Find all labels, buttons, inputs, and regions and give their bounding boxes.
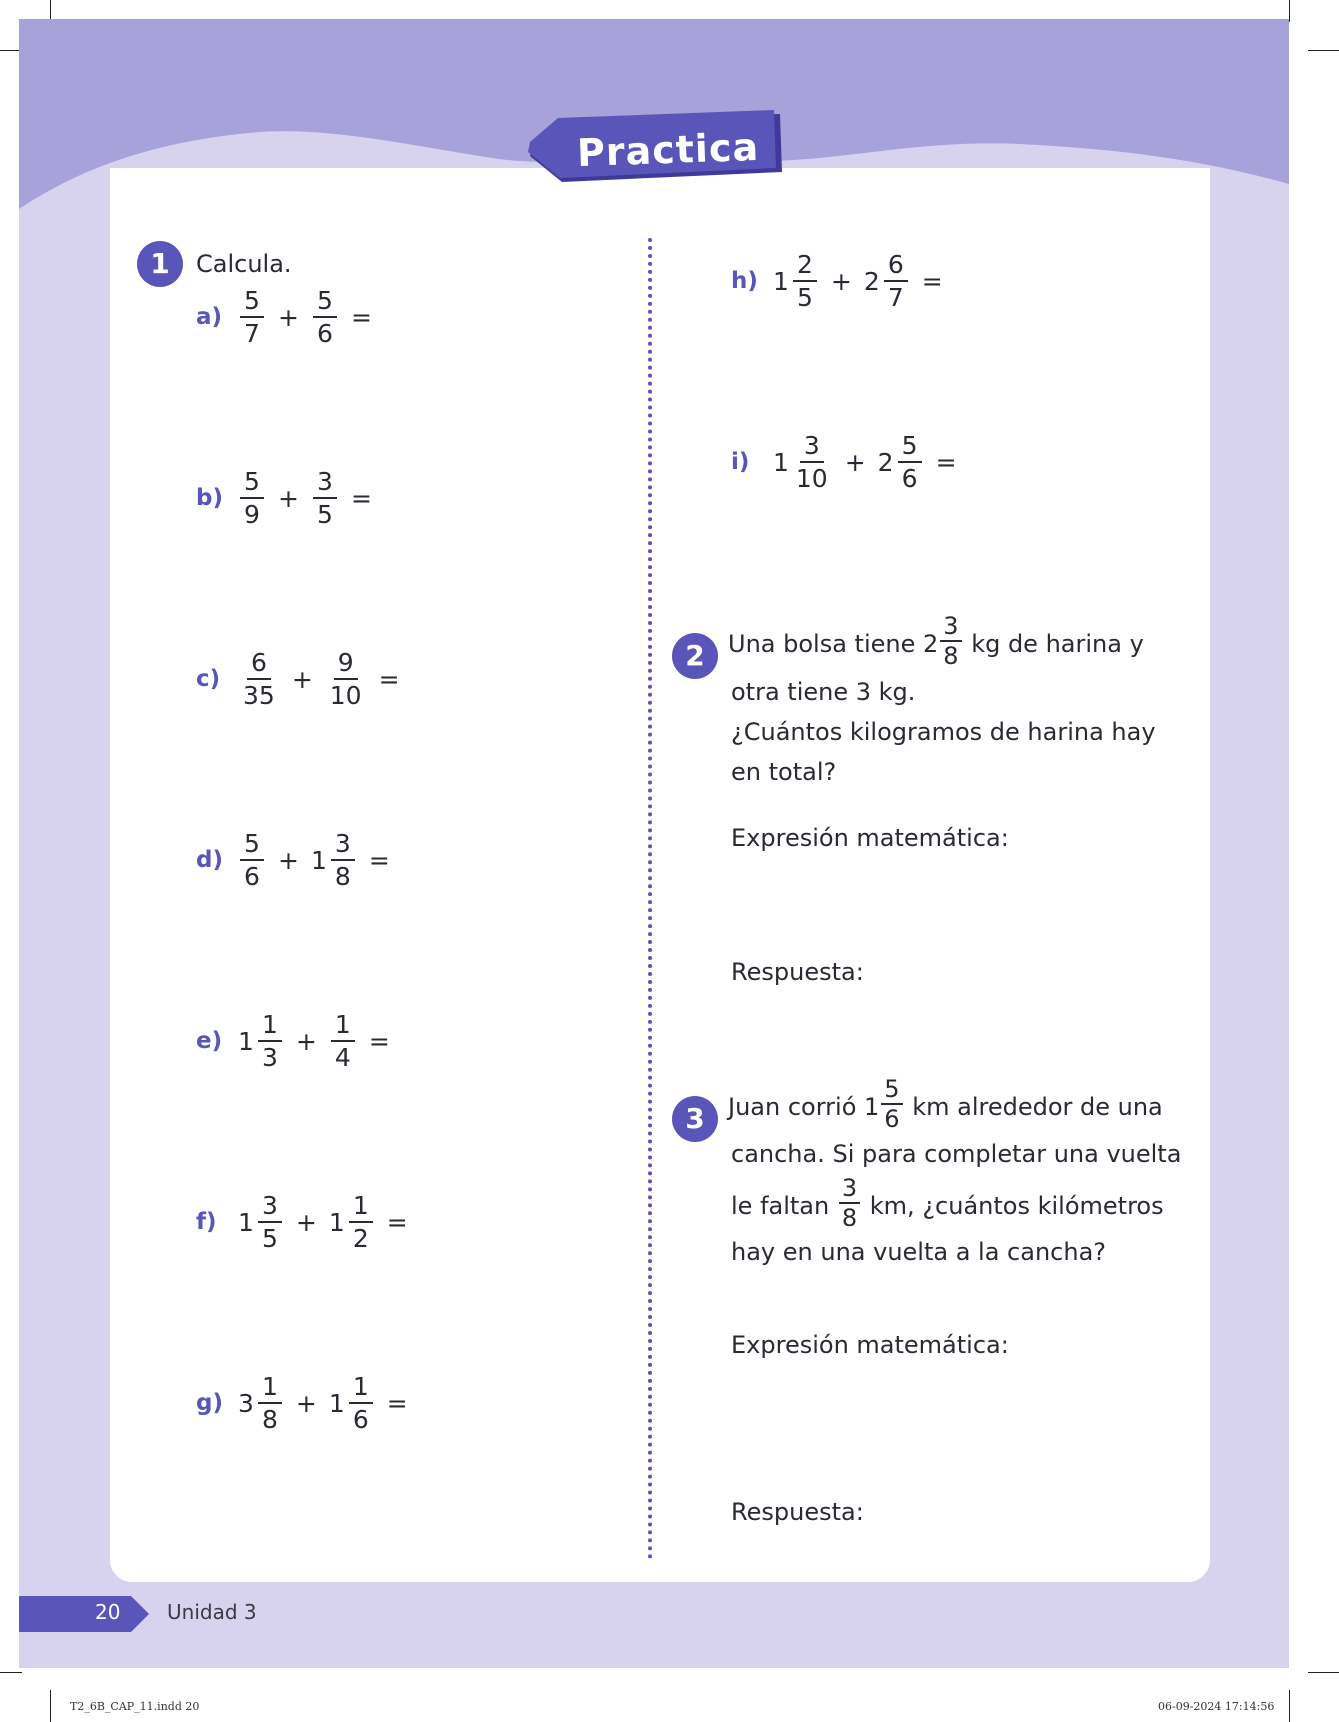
problem-text: otra tiene 3 kg.: [731, 678, 916, 706]
fraction-numerator: 3: [258, 1193, 282, 1223]
fraction: [331, 1012, 355, 1070]
crop-mark: [1289, 0, 1290, 22]
fraction-denominator: 10: [795, 464, 828, 493]
problem-text: cancha. Si para completar una vuelta: [731, 1140, 1182, 1168]
fraction: [349, 1374, 373, 1432]
fraction-numerator: 1: [349, 1193, 373, 1223]
equals-sign: =: [368, 845, 390, 875]
fraction-denominator: 2: [352, 1224, 369, 1253]
whole-number: 1: [238, 1207, 254, 1237]
exercise-label: f): [196, 1209, 217, 1235]
whole-number: 1: [773, 447, 789, 477]
page-number-tab: [19, 1596, 149, 1632]
fraction-numerator: 5: [881, 1077, 902, 1105]
fraction: [793, 433, 831, 491]
problem-3-line-1: [728, 1075, 1163, 1135]
fraction-denominator: 6: [884, 1105, 900, 1133]
fraction-denominator: 35: [243, 681, 275, 710]
fraction: [898, 433, 922, 491]
equals-sign: =: [386, 1388, 408, 1418]
whole-number: 1: [310, 845, 327, 875]
section-number-badge: 3: [672, 1096, 718, 1142]
exercise-item: [196, 282, 384, 352]
print-timestamp: 06-09-2024 17:14:56: [1158, 1700, 1275, 1713]
fraction: [349, 1193, 373, 1251]
problem-text: kg de harina y: [971, 630, 1144, 658]
plus-operator: +: [295, 1207, 317, 1237]
fraction-denominator: 6: [901, 464, 918, 493]
section-number-badge: 1: [137, 241, 183, 287]
fraction-numerator: 1: [258, 1374, 282, 1404]
fraction-denominator: 8: [943, 642, 959, 670]
plus-operator: +: [295, 1026, 317, 1056]
fraction-denominator: 7: [887, 283, 904, 312]
fraction: [313, 288, 337, 346]
exercise-label: c): [196, 666, 221, 692]
fraction-numerator: 3: [839, 1176, 860, 1204]
fraction-denominator: 8: [334, 862, 351, 891]
fraction: [258, 1193, 282, 1251]
exercise-item: [196, 1368, 420, 1438]
whole-number: 1: [773, 266, 789, 296]
equals-sign: =: [921, 266, 943, 296]
whole-number: 3: [238, 1388, 254, 1418]
problem-3-line-3: [731, 1174, 1164, 1234]
equals-sign: =: [378, 664, 400, 694]
fraction-denominator: 4: [334, 1043, 351, 1072]
fraction-numerator: 3: [313, 469, 337, 499]
problem-text: le faltan: [731, 1192, 830, 1220]
exercise-item: [731, 246, 955, 316]
fraction-denominator: 6: [244, 862, 260, 891]
fraction-denominator: 8: [261, 1405, 278, 1434]
crop-mark: [1289, 1690, 1290, 1722]
problem-text: km alrededor de una: [912, 1093, 1163, 1121]
plus-operator: +: [278, 845, 299, 875]
fraction: [793, 252, 817, 310]
fraction-denominator: 3: [261, 1043, 278, 1072]
exercise-label: a): [196, 304, 223, 330]
fraction: [240, 650, 278, 708]
fraction-numerator: 5: [240, 469, 264, 499]
fraction-numerator: 3: [800, 433, 824, 463]
fraction-denominator: 5: [317, 500, 333, 529]
equals-sign: =: [386, 1207, 408, 1237]
fraction-numerator: 5: [313, 288, 337, 318]
crop-mark: [1308, 1672, 1339, 1673]
problem-text: ¿Cuántos kilogramos de harina hay: [731, 718, 1156, 746]
problem-text: Juan corrió 1: [728, 1093, 880, 1121]
fraction-denominator: 8: [841, 1204, 858, 1232]
problem-2-line-1: [728, 612, 1144, 672]
whole-number: 1: [328, 1388, 345, 1418]
fraction: [881, 1077, 902, 1131]
exercise-item: [196, 1187, 420, 1257]
fraction-denominator: 5: [261, 1224, 278, 1253]
whole-number: 2: [863, 266, 880, 296]
column-divider: [648, 238, 652, 1560]
exercise-item: [196, 825, 402, 895]
problem-text: km, ¿cuántos kilómetros: [869, 1192, 1164, 1220]
plus-operator: +: [278, 302, 299, 332]
crop-mark: [50, 1690, 51, 1722]
unit-label: Unidad 3: [167, 1600, 257, 1624]
equals-sign: =: [368, 1026, 390, 1056]
crop-mark: [1308, 50, 1339, 51]
fraction-denominator: 6: [317, 319, 333, 348]
fraction: [258, 1012, 282, 1070]
fraction-denominator: 7: [244, 319, 260, 348]
answer-label: Respuesta:: [731, 1498, 864, 1526]
page-title: Practica: [576, 124, 760, 176]
equals-sign: =: [935, 447, 957, 477]
fraction: [240, 288, 264, 346]
fraction-denominator: 10: [329, 681, 362, 710]
fraction-numerator: 6: [247, 650, 271, 680]
fraction-numerator: 9: [334, 650, 358, 680]
fraction-numerator: 2: [793, 252, 817, 282]
fraction: [331, 831, 355, 889]
expression-label: Expresión matemática:: [731, 1331, 1009, 1359]
plus-operator: +: [830, 266, 852, 296]
expression-label: Expresión matemática:: [731, 824, 1009, 852]
fraction-denominator: 6: [352, 1405, 369, 1434]
fraction: [884, 252, 908, 310]
equals-sign: =: [350, 483, 372, 513]
problem-text: Una bolsa tiene 2: [728, 630, 939, 658]
crop-mark: [0, 1672, 22, 1673]
fraction-numerator: 3: [331, 831, 355, 861]
exercise-label: e): [196, 1028, 223, 1054]
fraction: [327, 650, 365, 708]
fraction-numerator: 5: [240, 831, 264, 861]
fraction-numerator: 6: [884, 252, 908, 282]
fraction: [839, 1176, 860, 1230]
fraction-numerator: 1: [331, 1012, 355, 1042]
fraction-numerator: 5: [898, 433, 922, 463]
plus-operator: +: [295, 1388, 317, 1418]
fraction-numerator: 3: [940, 614, 961, 642]
fraction: [940, 614, 961, 668]
plus-operator: +: [844, 447, 866, 477]
fraction-numerator: 5: [240, 288, 264, 318]
exercise-label: d): [196, 847, 223, 873]
page-number: 20: [95, 1600, 121, 1624]
exercise-label: g): [196, 1390, 223, 1416]
fraction-denominator: 9: [244, 500, 260, 529]
exercise-item: [196, 1006, 402, 1076]
fraction-denominator: 5: [796, 283, 813, 312]
exercise-label: i): [731, 449, 750, 475]
exercise-label: h): [731, 268, 758, 294]
section-number-badge: 2: [672, 633, 718, 679]
equals-sign: =: [350, 302, 372, 332]
exercise-item: [196, 644, 412, 714]
fraction-numerator: 1: [258, 1012, 282, 1042]
fraction-numerator: 1: [349, 1374, 373, 1404]
problem-text: en total?: [731, 758, 837, 786]
problem-text: hay en una vuelta a la cancha?: [731, 1238, 1107, 1266]
exercise-item: [196, 463, 384, 533]
whole-number: 1: [328, 1207, 345, 1237]
fraction: [240, 831, 264, 889]
print-file-info: T2_6B_CAP_11.indd 20: [70, 1700, 200, 1713]
exercise-item: [731, 427, 969, 497]
fraction: [240, 469, 264, 527]
whole-number: 1: [238, 1026, 254, 1056]
fraction: [258, 1374, 282, 1432]
exercise-label: b): [196, 485, 223, 511]
section-instruction: Calcula.: [196, 250, 292, 278]
whole-number: 2: [877, 447, 894, 477]
answer-label: Respuesta:: [731, 958, 864, 986]
plus-operator: +: [278, 483, 299, 513]
fraction: [313, 469, 337, 527]
plus-operator: +: [291, 664, 313, 694]
